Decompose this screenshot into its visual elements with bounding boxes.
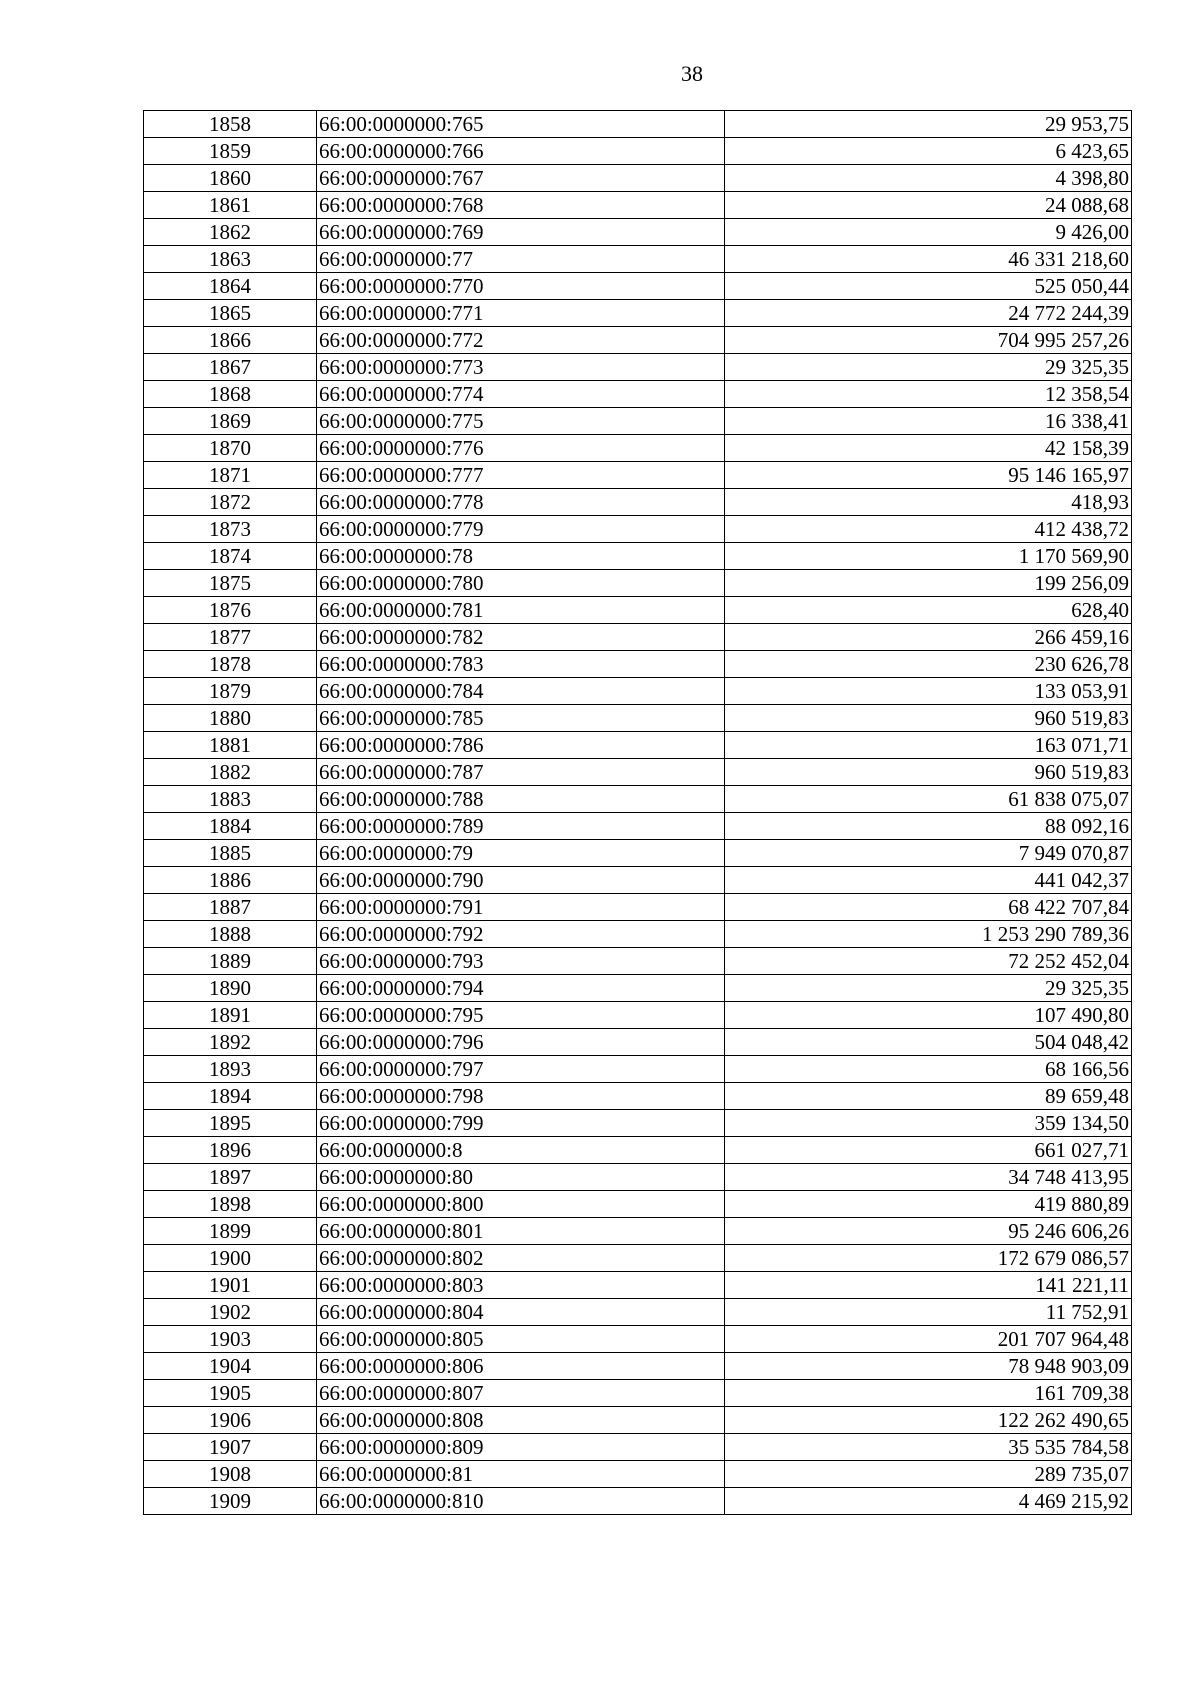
row-number-cell: 1892: [144, 1029, 317, 1056]
table-row: [144, 1218, 1132, 1245]
row-number-cell: 1908: [144, 1461, 317, 1488]
row-number-cell: 1872: [144, 489, 317, 516]
cadastral-number-cell: 66:00:0000000:767: [317, 165, 725, 192]
table-row: [144, 1380, 1132, 1407]
row-number-cell: 1876: [144, 597, 317, 624]
cadastral-value-cell: 95 246 606,26: [725, 1218, 1132, 1245]
table-row: [144, 1353, 1132, 1380]
cadastral-value-cell: 6 423,65: [725, 138, 1132, 165]
cadastral-value-cell: 525 050,44: [725, 273, 1132, 300]
table-row: [144, 1191, 1132, 1218]
cadastral-value-cell: 704 995 257,26: [725, 327, 1132, 354]
cadastral-number-cell: 66:00:0000000:790: [317, 867, 725, 894]
cadastral-value-cell: 141 221,11: [725, 1272, 1132, 1299]
cadastral-value-cell: 412 438,72: [725, 516, 1132, 543]
table-row: [144, 435, 1132, 462]
row-number-cell: 1898: [144, 1191, 317, 1218]
cadastral-number-cell: 66:00:0000000:774: [317, 381, 725, 408]
table-row: [144, 975, 1132, 1002]
table-row: [144, 1299, 1132, 1326]
table-row: [144, 786, 1132, 813]
cadastral-number-cell: 66:00:0000000:803: [317, 1272, 725, 1299]
cadastral-number-cell: 66:00:0000000:804: [317, 1299, 725, 1326]
cadastral-number-cell: 66:00:0000000:794: [317, 975, 725, 1002]
cadastral-number-cell: 66:00:0000000:795: [317, 1002, 725, 1029]
table-row: [144, 921, 1132, 948]
table-row: [144, 1488, 1132, 1515]
table-row: [144, 1461, 1132, 1488]
page-number: 38: [681, 61, 703, 86]
row-number-cell: 1881: [144, 732, 317, 759]
cadastral-value-table: [143, 110, 1132, 1515]
cadastral-value-cell: 72 252 452,04: [725, 948, 1132, 975]
cadastral-number-cell: 66:00:0000000:776: [317, 435, 725, 462]
table-row: [144, 111, 1132, 138]
table-body: [144, 111, 1132, 1515]
row-number-cell: 1894: [144, 1083, 317, 1110]
row-number-cell: 1868: [144, 381, 317, 408]
cadastral-value-cell: 95 146 165,97: [725, 462, 1132, 489]
cadastral-value-cell: 419 880,89: [725, 1191, 1132, 1218]
cadastral-value-cell: 266 459,16: [725, 624, 1132, 651]
cadastral-number-cell: 66:00:0000000:809: [317, 1434, 725, 1461]
table-row: [144, 300, 1132, 327]
table-row: [144, 489, 1132, 516]
cadastral-value-cell: 29 325,35: [725, 354, 1132, 381]
row-number-cell: 1869: [144, 408, 317, 435]
cadastral-value-cell: 628,40: [725, 597, 1132, 624]
row-number-cell: 1897: [144, 1164, 317, 1191]
cadastral-value-cell: 441 042,37: [725, 867, 1132, 894]
cadastral-number-cell: 66:00:0000000:801: [317, 1218, 725, 1245]
row-number-cell: 1858: [144, 111, 317, 138]
cadastral-number-cell: 66:00:0000000:793: [317, 948, 725, 975]
cadastral-number-cell: 66:00:0000000:783: [317, 651, 725, 678]
cadastral-value-cell: 68 422 707,84: [725, 894, 1132, 921]
row-number-cell: 1904: [144, 1353, 317, 1380]
cadastral-number-cell: 66:00:0000000:807: [317, 1380, 725, 1407]
table-row: [144, 840, 1132, 867]
cadastral-number-cell: 66:00:0000000:792: [317, 921, 725, 948]
table-row: [144, 138, 1132, 165]
cadastral-value-cell: 68 166,56: [725, 1056, 1132, 1083]
row-number-cell: 1861: [144, 192, 317, 219]
table-row: [144, 219, 1132, 246]
row-number-cell: 1870: [144, 435, 317, 462]
table-row: [144, 759, 1132, 786]
cadastral-value-cell: 960 519,83: [725, 759, 1132, 786]
cadastral-value-cell: 418,93: [725, 489, 1132, 516]
table-row: [144, 1434, 1132, 1461]
cadastral-number-cell: 66:00:0000000:8: [317, 1137, 725, 1164]
table-row: [144, 408, 1132, 435]
row-number-cell: 1874: [144, 543, 317, 570]
cadastral-number-cell: 66:00:0000000:80: [317, 1164, 725, 1191]
table-row: [144, 543, 1132, 570]
row-number-cell: 1879: [144, 678, 317, 705]
cadastral-value-cell: 4 398,80: [725, 165, 1132, 192]
cadastral-number-cell: 66:00:0000000:797: [317, 1056, 725, 1083]
cadastral-number-cell: 66:00:0000000:806: [317, 1353, 725, 1380]
row-number-cell: 1901: [144, 1272, 317, 1299]
cadastral-number-cell: 66:00:0000000:805: [317, 1326, 725, 1353]
cadastral-number-cell: 66:00:0000000:775: [317, 408, 725, 435]
cadastral-number-cell: 66:00:0000000:799: [317, 1110, 725, 1137]
table-row: [144, 1029, 1132, 1056]
row-number-cell: 1867: [144, 354, 317, 381]
row-number-cell: 1883: [144, 786, 317, 813]
row-number-cell: 1875: [144, 570, 317, 597]
cadastral-number-cell: 66:00:0000000:771: [317, 300, 725, 327]
cadastral-number-cell: 66:00:0000000:78: [317, 543, 725, 570]
cadastral-number-cell: 66:00:0000000:769: [317, 219, 725, 246]
table-row: [144, 948, 1132, 975]
cadastral-value-cell: 46 331 218,60: [725, 246, 1132, 273]
table-row: [144, 1245, 1132, 1272]
row-number-cell: 1873: [144, 516, 317, 543]
table-row: [144, 1110, 1132, 1137]
row-number-cell: 1893: [144, 1056, 317, 1083]
cadastral-value-cell: 172 679 086,57: [725, 1245, 1132, 1272]
cadastral-number-cell: 66:00:0000000:798: [317, 1083, 725, 1110]
cadastral-number-cell: 66:00:0000000:779: [317, 516, 725, 543]
table-row: [144, 867, 1132, 894]
cadastral-value-cell: 12 358,54: [725, 381, 1132, 408]
table-row: [144, 1137, 1132, 1164]
cadastral-number-cell: 66:00:0000000:766: [317, 138, 725, 165]
cadastral-value-cell: 24 088,68: [725, 192, 1132, 219]
table-row: [144, 1083, 1132, 1110]
cadastral-value-cell: 61 838 075,07: [725, 786, 1132, 813]
cadastral-value-cell: 960 519,83: [725, 705, 1132, 732]
row-number-cell: 1899: [144, 1218, 317, 1245]
cadastral-value-cell: 11 752,91: [725, 1299, 1132, 1326]
cadastral-number-cell: 66:00:0000000:802: [317, 1245, 725, 1272]
row-number-cell: 1882: [144, 759, 317, 786]
cadastral-number-cell: 66:00:0000000:770: [317, 273, 725, 300]
cadastral-number-cell: 66:00:0000000:777: [317, 462, 725, 489]
cadastral-value-cell: 9 426,00: [725, 219, 1132, 246]
row-number-cell: 1906: [144, 1407, 317, 1434]
table-row: [144, 1056, 1132, 1083]
cadastral-value-cell: 35 535 784,58: [725, 1434, 1132, 1461]
table-row: [144, 894, 1132, 921]
cadastral-number-cell: 66:00:0000000:791: [317, 894, 725, 921]
table-row: [144, 651, 1132, 678]
table-row: [144, 624, 1132, 651]
row-number-cell: 1884: [144, 813, 317, 840]
cadastral-number-cell: 66:00:0000000:782: [317, 624, 725, 651]
cadastral-number-cell: 66:00:0000000:781: [317, 597, 725, 624]
row-number-cell: 1905: [144, 1380, 317, 1407]
table-row: [144, 1002, 1132, 1029]
cadastral-number-cell: 66:00:0000000:796: [317, 1029, 725, 1056]
cadastral-value-cell: 89 659,48: [725, 1083, 1132, 1110]
table-row: [144, 570, 1132, 597]
cadastral-number-cell: 66:00:0000000:768: [317, 192, 725, 219]
cadastral-value-cell: 4 469 215,92: [725, 1488, 1132, 1515]
row-number-cell: 1866: [144, 327, 317, 354]
cadastral-number-cell: 66:00:0000000:810: [317, 1488, 725, 1515]
cadastral-value-cell: 24 772 244,39: [725, 300, 1132, 327]
cadastral-value-cell: 1 170 569,90: [725, 543, 1132, 570]
table-row: [144, 1326, 1132, 1353]
cadastral-value-cell: 163 071,71: [725, 732, 1132, 759]
table-row: [144, 516, 1132, 543]
cadastral-value-cell: 78 948 903,09: [725, 1353, 1132, 1380]
table-row: [144, 273, 1132, 300]
table-row: [144, 381, 1132, 408]
table-row: [144, 678, 1132, 705]
cadastral-value-cell: 107 490,80: [725, 1002, 1132, 1029]
cadastral-value-cell: 88 092,16: [725, 813, 1132, 840]
row-number-cell: 1902: [144, 1299, 317, 1326]
row-number-cell: 1859: [144, 138, 317, 165]
row-number-cell: 1889: [144, 948, 317, 975]
row-number-cell: 1900: [144, 1245, 317, 1272]
cadastral-number-cell: 66:00:0000000:81: [317, 1461, 725, 1488]
cadastral-value-cell: 161 709,38: [725, 1380, 1132, 1407]
table-row: [144, 192, 1132, 219]
table-row: [144, 165, 1132, 192]
row-number-cell: 1877: [144, 624, 317, 651]
row-number-cell: 1890: [144, 975, 317, 1002]
table-row: [144, 1407, 1132, 1434]
row-number-cell: 1895: [144, 1110, 317, 1137]
table-row: [144, 246, 1132, 273]
cadastral-value-cell: 7 949 070,87: [725, 840, 1132, 867]
cadastral-value-cell: 504 048,42: [725, 1029, 1132, 1056]
row-number-cell: 1909: [144, 1488, 317, 1515]
cadastral-number-cell: 66:00:0000000:785: [317, 705, 725, 732]
row-number-cell: 1903: [144, 1326, 317, 1353]
cadastral-number-cell: 66:00:0000000:784: [317, 678, 725, 705]
row-number-cell: 1888: [144, 921, 317, 948]
row-number-cell: 1896: [144, 1137, 317, 1164]
table-row: [144, 327, 1132, 354]
cadastral-number-cell: 66:00:0000000:773: [317, 354, 725, 381]
table-row: [144, 732, 1132, 759]
cadastral-number-cell: 66:00:0000000:772: [317, 327, 725, 354]
table-row: [144, 462, 1132, 489]
table-row: [144, 354, 1132, 381]
cadastral-number-cell: 66:00:0000000:786: [317, 732, 725, 759]
row-number-cell: 1871: [144, 462, 317, 489]
cadastral-value-cell: 29 325,35: [725, 975, 1132, 1002]
row-number-cell: 1860: [144, 165, 317, 192]
cadastral-number-cell: 66:00:0000000:788: [317, 786, 725, 813]
cadastral-value-cell: 199 256,09: [725, 570, 1132, 597]
table-row: [144, 1164, 1132, 1191]
cadastral-value-cell: 29 953,75: [725, 111, 1132, 138]
row-number-cell: 1865: [144, 300, 317, 327]
table-row: [144, 597, 1132, 624]
cadastral-number-cell: 66:00:0000000:77: [317, 246, 725, 273]
table-row: [144, 1272, 1132, 1299]
row-number-cell: 1891: [144, 1002, 317, 1029]
cadastral-number-cell: 66:00:0000000:789: [317, 813, 725, 840]
row-number-cell: 1880: [144, 705, 317, 732]
cadastral-number-cell: 66:00:0000000:765: [317, 111, 725, 138]
row-number-cell: 1887: [144, 894, 317, 921]
cadastral-number-cell: 66:00:0000000:808: [317, 1407, 725, 1434]
cadastral-value-cell: 661 027,71: [725, 1137, 1132, 1164]
table-row: [144, 705, 1132, 732]
row-number-cell: 1907: [144, 1434, 317, 1461]
cadastral-value-cell: 34 748 413,95: [725, 1164, 1132, 1191]
row-number-cell: 1863: [144, 246, 317, 273]
row-number-cell: 1862: [144, 219, 317, 246]
cadastral-value-cell: 42 158,39: [725, 435, 1132, 462]
cadastral-value-cell: 359 134,50: [725, 1110, 1132, 1137]
row-number-cell: 1886: [144, 867, 317, 894]
table-row: [144, 813, 1132, 840]
cadastral-value-cell: 16 338,41: [725, 408, 1132, 435]
cadastral-number-cell: 66:00:0000000:800: [317, 1191, 725, 1218]
cadastral-value-cell: 230 626,78: [725, 651, 1132, 678]
row-number-cell: 1885: [144, 840, 317, 867]
row-number-cell: 1878: [144, 651, 317, 678]
cadastral-number-cell: 66:00:0000000:79: [317, 840, 725, 867]
row-number-cell: 1864: [144, 273, 317, 300]
cadastral-value-cell: 201 707 964,48: [725, 1326, 1132, 1353]
cadastral-number-cell: 66:00:0000000:780: [317, 570, 725, 597]
cadastral-value-cell: 1 253 290 789,36: [725, 921, 1132, 948]
cadastral-value-cell: 122 262 490,65: [725, 1407, 1132, 1434]
cadastral-value-cell: 133 053,91: [725, 678, 1132, 705]
cadastral-value-cell: 289 735,07: [725, 1461, 1132, 1488]
cadastral-number-cell: 66:00:0000000:778: [317, 489, 725, 516]
cadastral-number-cell: 66:00:0000000:787: [317, 759, 725, 786]
